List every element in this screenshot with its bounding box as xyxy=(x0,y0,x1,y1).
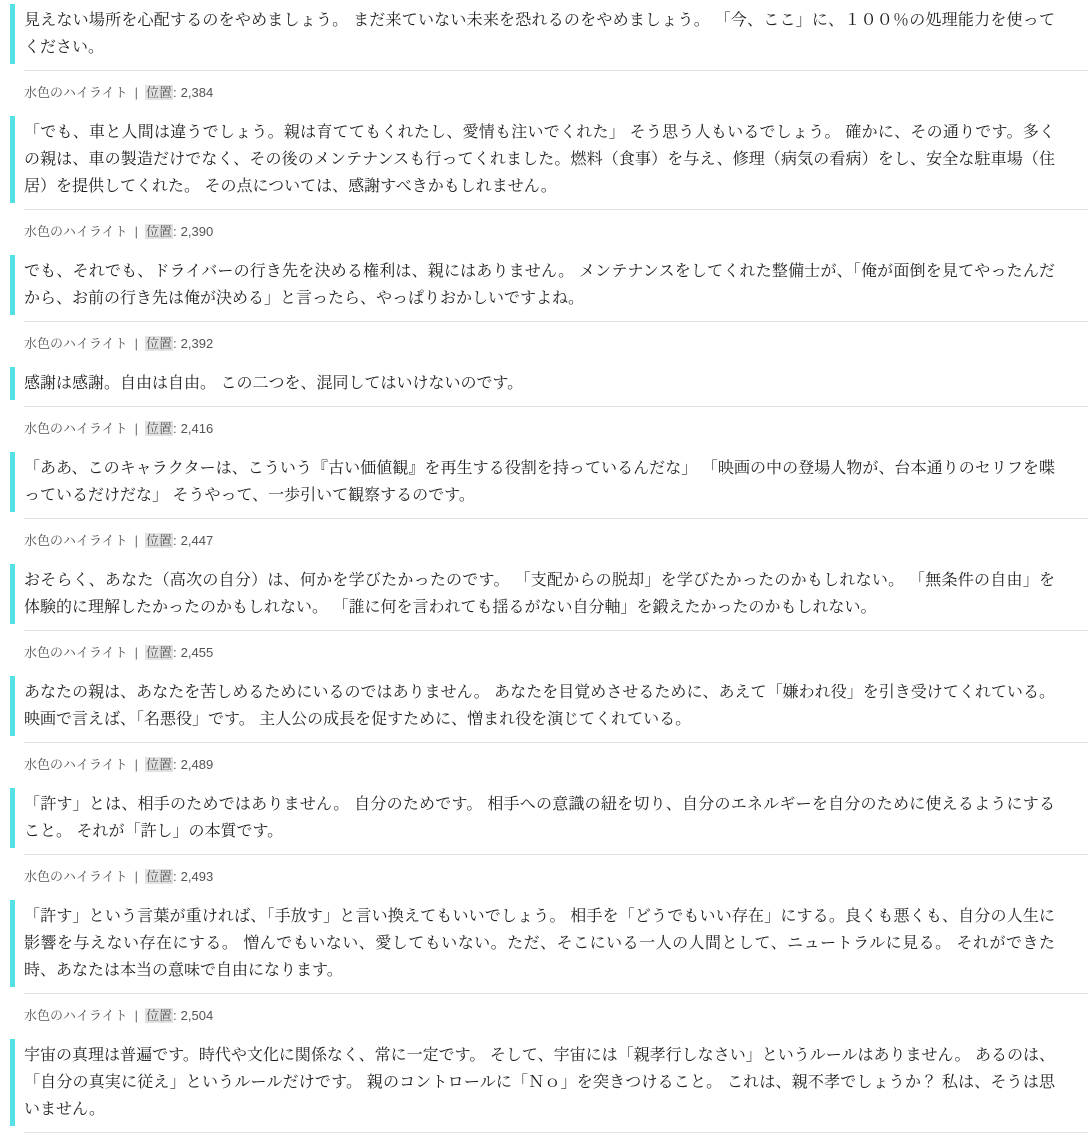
location-label: 位置 xyxy=(146,421,173,436)
location-colon: : xyxy=(173,1008,177,1023)
location-colon: : xyxy=(173,757,177,772)
highlight-text: 感謝は感謝。自由は自由。 この二つを、混同してはいけないのです。 xyxy=(10,367,1055,400)
highlight-type-label: 水色のハイライト xyxy=(24,533,128,548)
highlight-meta xyxy=(24,335,1088,353)
highlight-text: おそらく、あなた（高次の自分）は、何かを学びたかったのです。 「支配からの脱却」を学びたかったのかもしれない。 「無条件の自由」を体験的に理解したかったのかもしれない。 「誰に何を言われても揺るがない自分軸」を鍛えたかったのかもしれない。 xyxy=(10,564,1055,624)
highlight-type-label: 水色のハイライト xyxy=(24,421,128,436)
highlight-meta xyxy=(24,1007,1088,1025)
highlight-type-label: 水色のハイライト xyxy=(24,224,128,239)
location-colon: : xyxy=(173,421,177,436)
meta-separator: | xyxy=(134,421,139,436)
highlight-text: 宇宙の真理は普遍です。時代や文化に関係なく、常に一定です。 そして、宇宙には「親孝行しなさい」というルールはありません。 あるのは、「自分の真実に従え」というルールだけです。 親のコントロールに「Ｎｏ」を突きつけること。 これは、親不孝でしょうか？ 私は、そうは思いません。 xyxy=(10,1039,1055,1126)
location-colon: : xyxy=(173,85,177,100)
entry-divider xyxy=(24,406,1088,407)
location-value: 2,390 xyxy=(180,224,214,239)
meta-separator: | xyxy=(134,85,139,100)
highlight-meta xyxy=(24,644,1088,662)
highlight-type-label: 水色のハイライト xyxy=(24,757,128,772)
location-value: 2,455 xyxy=(180,645,214,660)
highlight-text: 「でも、車と人間は違うでしょう。親は育ててもくれたし、愛情も注いでくれた」 そう思う人もいるでしょう。 確かに、その通りです。多くの親は、車の製造だけでなく、その後のメンテナンスも行ってくれました。燃料（食事）を与え、修理（病気の看病）をし、安全な駐車場（住居）を提供してくれた。 その点については、感謝すべきかもしれません。 xyxy=(10,116,1055,203)
meta-separator: | xyxy=(134,224,139,239)
highlight-text: 見えない場所を心配するのをやめましょう。 まだ来ていない未来を恐れるのをやめましょう。 「今、ここ」に、１００％の処理能力を使ってください。 xyxy=(10,4,1055,64)
location-colon: : xyxy=(173,533,177,548)
location-label: 位置 xyxy=(146,869,173,884)
highlight-meta xyxy=(24,756,1088,774)
location-label: 位置 xyxy=(146,224,173,239)
highlight-meta xyxy=(24,532,1088,550)
location-colon: : xyxy=(173,869,177,884)
entry-divider xyxy=(24,993,1088,994)
entry-divider xyxy=(24,854,1088,855)
location-label: 位置 xyxy=(146,533,173,548)
meta-separator: | xyxy=(134,336,139,351)
location-value: 2,493 xyxy=(180,869,214,884)
location-colon: : xyxy=(173,224,177,239)
highlight-type-label: 水色のハイライト xyxy=(24,645,128,660)
location-value: 2,384 xyxy=(180,85,214,100)
location-label: 位置 xyxy=(146,645,173,660)
meta-separator: | xyxy=(134,533,139,548)
location-colon: : xyxy=(173,336,177,351)
location-label: 位置 xyxy=(146,85,173,100)
highlight-text: 「許す」とは、相手のためではありません。 自分のためです。 相手への意識の紐を切り、自分のエネルギーを自分のために使えるようにすること。 それが「許し」の本質です。 xyxy=(10,788,1055,848)
highlight-type-label: 水色のハイライト xyxy=(24,336,128,351)
location-value: 2,489 xyxy=(180,757,214,772)
meta-separator: | xyxy=(134,869,139,884)
location-value: 2,447 xyxy=(180,533,214,548)
meta-separator: | xyxy=(134,757,139,772)
meta-separator: | xyxy=(134,645,139,660)
location-label: 位置 xyxy=(146,757,173,772)
highlight-meta xyxy=(24,868,1088,886)
highlight-meta xyxy=(24,420,1088,438)
highlight-text: 「ああ、このキャラクターは、こういう『古い価値観』を再生する役割を持っているんだな」 「映画の中の登場人物が、台本通りのセリフを喋っているだけだな」 そうやって、一歩引いて観察するのです。 xyxy=(10,452,1055,512)
location-value: 2,392 xyxy=(180,336,214,351)
meta-separator: | xyxy=(134,1008,139,1023)
highlight-type-label: 水色のハイライト xyxy=(24,869,128,884)
location-colon: : xyxy=(173,645,177,660)
highlight-text: 「許す」という言葉が重ければ、「手放す」と言い換えてもいいでしょう。 相手を「どうでもいい存在」にする。良くも悪くも、自分の人生に影響を与えない存在にする。 憎んでもいない、愛してもいない。ただ、そこにいる一人の人間として、ニュートラルに見る。 それができた時、あなたは本当の意味で自由になります。 xyxy=(10,900,1055,987)
highlight-type-label: 水色のハイライト xyxy=(24,1008,128,1023)
highlight-text: あなたの親は、あなたを苦しめるためにいるのではありません。 あなたを目覚めさせるために、あえて「嫌われ役」を引き受けてくれている。 映画で言えば、「名悪役」です。 主人公の成長を促すために、憎まれ役を演じてくれている。 xyxy=(10,676,1055,736)
location-value: 2,416 xyxy=(180,421,214,436)
highlight-type-label: 水色のハイライト xyxy=(24,85,128,100)
location-label: 位置 xyxy=(146,336,173,351)
entry-divider xyxy=(24,321,1088,322)
highlight-text: でも、それでも、ドライバーの行き先を決める権利は、親にはありません。 メンテナンスをしてくれた整備士が、「俺が面倒を見てやったんだから、お前の行き先は俺が決める」と言ったら、やっぱりおかしいですよね。 xyxy=(10,255,1055,315)
entry-divider xyxy=(24,742,1088,743)
highlight-meta xyxy=(24,84,1088,102)
entry-divider xyxy=(24,209,1088,210)
entry-divider xyxy=(24,630,1088,631)
location-value: 2,504 xyxy=(180,1008,214,1023)
highlight-meta xyxy=(24,223,1088,241)
location-label: 位置 xyxy=(146,1008,173,1023)
entry-divider xyxy=(24,70,1088,71)
entry-divider xyxy=(24,518,1088,519)
